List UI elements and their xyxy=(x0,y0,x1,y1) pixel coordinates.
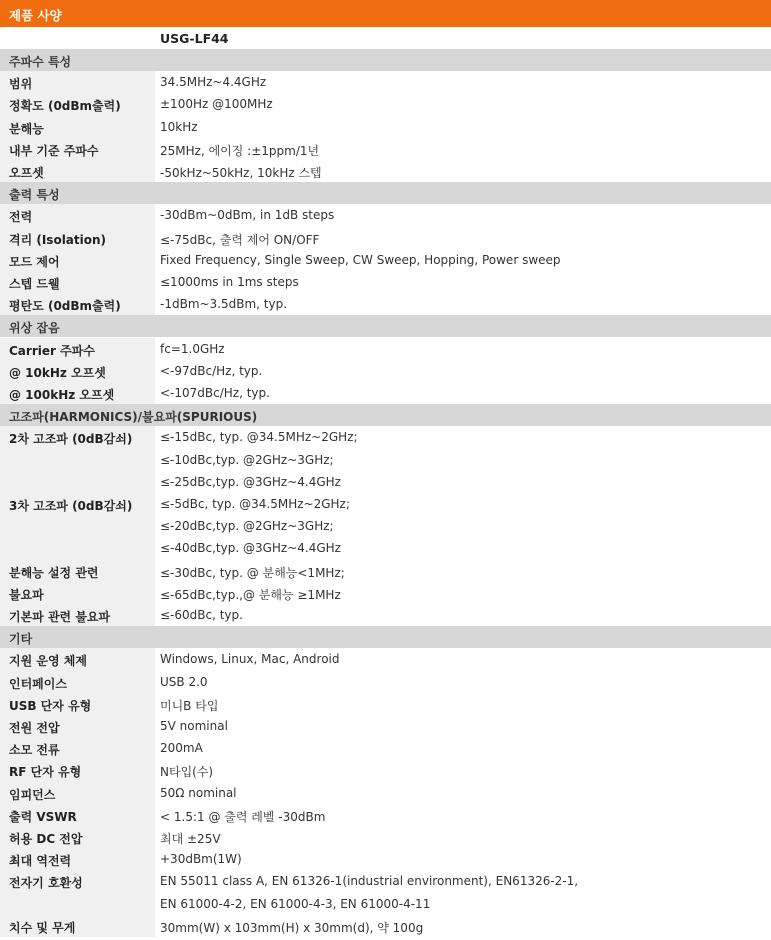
section-header xyxy=(0,182,771,204)
spec-row xyxy=(0,915,771,937)
spec-label: @ 10kHz 오프셋 xyxy=(9,365,106,380)
spec-row xyxy=(0,271,771,293)
spec-label: 오프셋 xyxy=(9,166,44,180)
spec-row xyxy=(0,360,771,382)
section-title: 기타 xyxy=(9,632,33,647)
spec-row xyxy=(0,426,771,448)
spec-value: 30mm(W) x 103mm(H) x 30mm(d), 약 100g xyxy=(160,920,424,935)
spec-value: ≤-20dBc,typ. @2GHz~3GHz; xyxy=(160,519,334,534)
spec-label: 전원 전압 xyxy=(9,721,60,735)
spec-row xyxy=(0,848,771,870)
spec-row xyxy=(0,870,771,892)
spec-value: 최대 ±25V xyxy=(160,832,221,846)
spec-label: 범위 xyxy=(9,77,33,92)
section-header xyxy=(0,315,771,337)
spec-row xyxy=(0,893,771,915)
spec-value: <-97dBc/Hz, typ. xyxy=(160,363,263,378)
spec-row xyxy=(0,582,771,604)
model-name: USG-LF44 xyxy=(160,31,229,46)
spec-label: 모드 제어 xyxy=(9,254,60,269)
spec-value: -1dBm~3.5dBm, typ. xyxy=(160,297,288,312)
spec-row xyxy=(0,338,771,360)
title-bar xyxy=(0,0,771,27)
spec-row xyxy=(0,493,771,515)
spec-row xyxy=(0,71,771,93)
model-row xyxy=(0,27,771,49)
spec-row xyxy=(0,648,771,670)
section-title: 고조파(HARMONICS)/불요파(SPURIOUS) xyxy=(9,410,258,425)
section-title: 주파수 특성 xyxy=(9,55,72,69)
section-title: 출력 특성 xyxy=(9,188,60,203)
spec-row xyxy=(0,471,771,493)
spec-row xyxy=(0,160,771,182)
spec-row xyxy=(0,249,771,271)
spec-label: 인터페이스 xyxy=(9,676,67,691)
spec-row xyxy=(0,671,771,693)
spec-row xyxy=(0,93,771,115)
spec-row xyxy=(0,515,771,537)
spec-label: 전자기 호환성 xyxy=(9,876,83,891)
spec-label: 지원 운영 체제 xyxy=(9,654,87,669)
spec-label: 내부 기준 주파수 xyxy=(9,143,99,158)
spec-row xyxy=(0,826,771,848)
spec-row xyxy=(0,449,771,471)
spec-label: 기본파 관련 불요파 xyxy=(9,610,111,624)
spec-row xyxy=(0,293,771,315)
spec-label: 전력 xyxy=(9,210,33,225)
spec-label: 임피던스 xyxy=(9,787,56,802)
spec-row xyxy=(0,693,771,715)
spec-row xyxy=(0,715,771,737)
spec-label: 3차 고조파 (0dB감쇠) xyxy=(9,499,133,513)
spec-label: @ 100kHz 오프셋 xyxy=(9,388,115,402)
spec-label: Carrier 주파수 xyxy=(9,343,95,358)
spec-row xyxy=(0,138,771,160)
spec-value: < 1.5:1 @ 출력 레벨 -30dBm xyxy=(160,809,326,824)
spec-label: RF 단자 유형 xyxy=(9,765,82,780)
spec-label: 최대 역전력 xyxy=(9,854,72,869)
spec-label: 허용 DC 전압 xyxy=(9,832,83,846)
spec-value: EN 55011 class A, EN 61326-1(industrial environment), EN61326-2-1, xyxy=(160,874,579,889)
spec-value: N타입(수) xyxy=(160,765,214,780)
spec-row xyxy=(0,537,771,559)
spec-row xyxy=(0,604,771,626)
section-header xyxy=(0,626,771,648)
spec-row xyxy=(0,804,771,826)
spec-value: ≤-10dBc,typ. @2GHz~3GHz; xyxy=(160,452,334,467)
spec-label: 소모 전류 xyxy=(9,743,60,758)
spec-value: 10kHz xyxy=(160,119,198,134)
spec-label: 분해능 설정 관련 xyxy=(9,565,99,580)
spec-value: Fixed Frequency, Single Sweep, CW Sweep, Hopping, Power sweep xyxy=(160,252,561,267)
spec-value: ≤-5dBc, typ. @34.5MHz~2GHz; xyxy=(160,497,350,511)
section-header xyxy=(0,404,771,426)
spec-row xyxy=(0,560,771,582)
section-title: 위상 잡음 xyxy=(9,321,60,336)
page-title: 제품 사양 xyxy=(9,8,62,23)
section-header xyxy=(0,49,771,71)
spec-value: 200mA xyxy=(160,741,203,756)
spec-value: Windows, Linux, Mac, Android xyxy=(160,652,340,667)
spec-label: 분해능 xyxy=(9,121,44,136)
spec-label: 불요파 xyxy=(9,587,44,602)
spec-value: +30dBm(1W) xyxy=(160,852,242,867)
spec-row xyxy=(0,782,771,804)
spec-label: 출력 VSWR xyxy=(9,809,77,824)
spec-value: ≤-25dBc,typ. @3GHz~4.4GHz xyxy=(160,474,341,489)
spec-value: 50Ω nominal xyxy=(160,785,237,800)
spec-value: -50kHz~50kHz, 10kHz 스텝 xyxy=(160,166,322,180)
spec-value: ≤-75dBc, 출력 제어 ON/OFF xyxy=(160,232,320,247)
spec-row xyxy=(0,382,771,404)
spec-row xyxy=(0,116,771,138)
spec-value: 미니B 타입 xyxy=(160,698,219,713)
spec-label: USB 단자 유형 xyxy=(9,698,92,713)
spec-label: 정확도 (0dBm출력) xyxy=(9,99,121,114)
spec-value: ≤-15dBc, typ. @34.5MHz~2GHz; xyxy=(160,430,358,445)
spec-label: 치수 및 무게 xyxy=(9,920,76,935)
spec-value: 25MHz, 에이징 :±1ppm/1년 xyxy=(160,143,320,158)
spec-value: -30dBm~0dBm, in 1dB steps xyxy=(160,208,335,223)
spec-value: ≤-30dBc, typ. @ 분해능<1MHz; xyxy=(160,565,345,580)
spec-row xyxy=(0,204,771,226)
spec-value: fc=1.0GHz xyxy=(160,341,225,356)
spec-value: EN 61000-4-2, EN 61000-4-3, EN 61000-4-11 xyxy=(160,896,431,911)
spec-value: ±100Hz @100MHz xyxy=(160,97,273,112)
spec-row xyxy=(0,227,771,249)
spec-row xyxy=(0,759,771,781)
spec-label: 2차 고조파 (0dB감쇠) xyxy=(9,432,133,447)
spec-label: 평탄도 (0dBm출력) xyxy=(9,299,121,314)
spec-label: 스텝 드웰 xyxy=(9,277,60,291)
spec-value: ≤-60dBc, typ. xyxy=(160,608,243,622)
spec-value: ≤1000ms in 1ms steps xyxy=(160,275,299,289)
spec-value: ≤-65dBc,typ.,@ 분해능 ≥1MHz xyxy=(160,587,341,602)
spec-value: ≤-40dBc,typ. @3GHz~4.4GHz xyxy=(160,541,341,556)
spec-value: 34.5MHz~4.4GHz xyxy=(160,75,267,90)
spec-value: USB 2.0 xyxy=(160,674,208,689)
spec-value: <-107dBc/Hz, typ. xyxy=(160,386,270,400)
spec-value: 5V nominal xyxy=(160,719,228,733)
spec-row xyxy=(0,737,771,759)
spec-label: 격리 (Isolation) xyxy=(9,232,107,247)
